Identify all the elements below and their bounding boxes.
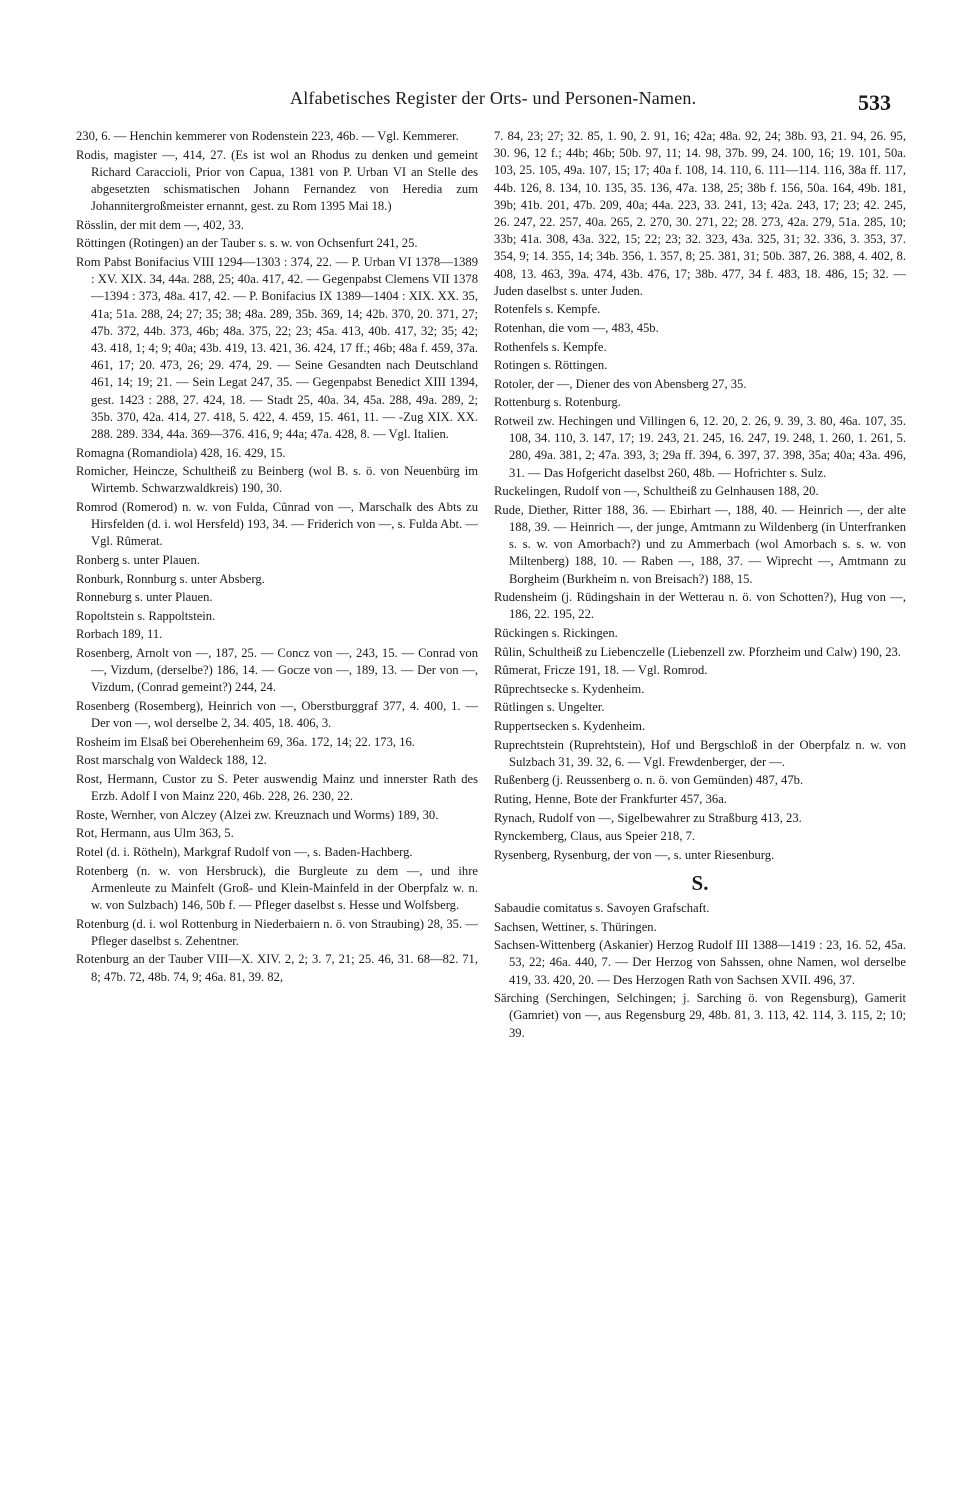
register-entry: Rûmerat, Fricze 191, 18. — Vgl. Romrod.	[494, 663, 708, 678]
register-entry: Rorbach 189, 11.	[76, 627, 163, 642]
register-entry: Rot, Hermann, aus Ulm 363, 5.	[76, 826, 234, 841]
register-entry: Rotweil zw. Hechingen und Villingen 6, 12. 20, 2. 26, 9. 39, 3. 80, 46a. 107, 35. 108, 34. 110, 3. 147, 17; 19. 243, 21. 245, 16. 247, 19. 248, 1. 260, 1. 261, 5. 280, 49a. 381, 2; 47a. 393, 3; 29a ff. 394, 6. 397, 37. 398, 35a; 40a; 43a. 496, 31. — Das Hofgericht daselbst 260, 48b. — Hofrichter s. Sulz.	[494, 413, 906, 480]
register-entry: 7. 84, 23; 27; 32. 85, 1. 90, 2. 91, 16; 42a; 48a. 92, 24; 38b. 93, 21. 94, 26. 95, 30. 96, 12 f.; 44b; 46b; 50b. 97, 11; 14. 98, 37b. 99, 24. 100, 16; 19. 101, 50a. 103, 25. 105, 49a. 107, 15; 17; 40a f. 108, 14. 110, 6. 111—114. 116, 38a ff. 117, 44b. 126, 8. 134, 10. 135, 35. 136, 47a. 138, 25; 38b f. 156, 50a. 164, 49b. 181, 39b; 41b. 201, 47b. 209, 40a; 44a. 223, 33. 241, 13; 42a. 243, 17; 23; 42. 245, 26. 247, 22. 257, 40a. 265, 2. 270, 30. 271, 22; 28. 273, 42a. 279, 51a. 285, 10; 33b; 41a. 308, 43a. 322, 15; 22; 23; 32. 323, 43a. 325, 31; 32. 336, 3. 353, 37. 354, 9; 14. 355, 14; 34b. 356, 1. 357, 8; 25. 381, 31; 50b. 387, 26. 388, 4. 402, 8. 408, 13. 463, 39a. 474, 43b. 476, 17; 38b. 477, 34 f. 483, 18. 486, 15; 32. — Juden daselbst s. unter Juden.	[494, 129, 906, 298]
page-header	[0, 82, 960, 122]
register-entry: Rußenberg (j. Reussenberg o. n. ö. von Gemünden) 487, 47b.	[494, 773, 804, 788]
register-entry: 230, 6. — Henchin kemmerer von Rodenstein 223, 46b. — Vgl. Kemmerer.	[76, 129, 459, 143]
register-entry: Rotoler, der —, Diener des von Abensberg 27, 35.	[494, 376, 747, 391]
register-entry: Ronberg s. unter Plauen.	[76, 553, 200, 567]
register-entry: Rysenberg, Rysenburg, der von —, s. unter Riesenburg.	[494, 847, 775, 862]
register-entry: Ruprechtstein (Ruprehtstein), Hof und Bergschloß in der Oberpfalz n. w. von Sulzbach 31, 39. 32, 6. — Vgl. Frewdenberger, der —.	[494, 737, 906, 769]
register-entry: Rotenburg an der Tauber VIII—X. XIV. 2, 2; 3. 7, 21; 25. 46, 31. 68—82. 71, 8; 47b. 72, 48b. 74, 9; 46a. 81, 39. 82,	[76, 952, 478, 984]
register-entry: Rosenberg (Rosemberg), Heinrich von —, Oberstburggraf 377, 4. 400, 1. — Der von —, wol derselbe 2, 34. 405, 18. 406, 3.	[76, 698, 478, 731]
register-entry: Sabaudie comitatus s. Savoyen Grafschaft.	[494, 900, 710, 915]
running-title: Alfabetisches Register der Orts- und Personen-Namen.	[290, 88, 697, 108]
register-entry: Ruckelingen, Rudolf von —, Schultheiß zu Gelnhausen 188, 20.	[494, 484, 819, 499]
register-entry: Ruppertsecken s. Kydenheim.	[494, 718, 646, 733]
register-entry: Rost, Hermann, Custor zu S. Peter auswendig Mainz und innerster Rath des Erzb. Adolf I von Mainz 220, 46b. 228, 26. 230, 22.	[76, 771, 478, 804]
register-entry: Rûlin, Schultheiß zu Liebenczelle (Liebenzell zw. Pforzheim und Calw) 190, 23.	[494, 644, 901, 659]
register-entry: Rotenfels s. Kempfe.	[494, 302, 601, 317]
register-entry: Rude, Diether, Ritter 188, 36. — Ebirhart —, 188, 40. — Heinrich —, der alte 188, 39. — Heinrich —, der junge, Amtmann zu Wildenberg (in Unterfranken s. s. w. von Amorbach?) und zu Ammerbach (wol Amorbach s. s. w. von Miltenberg) 188, 10. — Raben —, 188, 37. — Wiprecht —, Amtmann zu Borgheim (Burkheim n. von Breisach?) 188, 15.	[494, 502, 906, 586]
section-letter-s: S.	[691, 870, 709, 895]
register-entry: Rückingen s. Rickingen.	[494, 625, 618, 640]
register-entry: Ronburk, Ronnburg s. unter Absberg.	[76, 571, 265, 586]
left-column	[76, 128, 478, 987]
register-entry: Rûprechtsecke s. Kydenheim.	[494, 681, 645, 696]
register-entry: Sachsen, Wettiner, s. Thüringen.	[494, 919, 657, 934]
register-entry: Romicher, Heincze, Schultheiß zu Beinberg (wol B. s. ö. von Neuenbürg im Wirtemb. Schwarzwaldkreis) 190, 30.	[76, 464, 478, 496]
page-number: 533	[858, 90, 891, 115]
register-entry: Rotingen s. Röttingen.	[494, 358, 608, 373]
register-entry: Rothenfels s. Kempfe.	[494, 339, 607, 354]
register-entry: Rudensheim (j. Rüdingshain in der Wetterau n. ö. von Schotten?), Hug von —, 186, 22. 195, 22.	[494, 590, 906, 622]
register-entry: Rost marschalg von Waldeck 188, 12.	[76, 753, 267, 768]
register-entry: Rotenhan, die vom —, 483, 45b.	[494, 321, 659, 336]
register-entry: Romagna (Romandiola) 428, 16. 429, 15.	[76, 445, 286, 460]
register-entry: Rynach, Rudolf von —, Sigelbewahrer zu Straßburg 413, 23.	[494, 810, 802, 825]
register-entry: Rotenburg (d. i. wol Rottenburg in Niederbaiern n. ö. von Straubing) 28, 35. — Pfleger daselbst s. Zehentner.	[76, 916, 478, 948]
right-column	[494, 128, 906, 1043]
register-entry: Ronneburg s. unter Plauen.	[76, 590, 213, 605]
register-entry: Rösslin, der mit dem —, 402, 33.	[76, 217, 244, 232]
register-entry: Rosheim im Elsaß bei Oberehenheim 69, 36a. 172, 14; 22. 173, 16.	[76, 734, 415, 749]
register-entry: Romrod (Romerod) n. w. von Fulda, Cûnrad von —, Marschalk des Abts zu Hirsfelden (d. i. wol Hersfeld) 193, 34. — Friderich von —, s. Fulda Abt. — Vgl. Rûmerat.	[76, 500, 478, 549]
register-entry: Rosenberg, Arnolt von —, 187, 25. — Concz von —, 243, 15. — Conrad von —, Vizdum, (derselbe?) 186, 14. — Gocze von —, 189, 13. — Der von —, Vizdum, (Conrad gemeint?) 244, 24.	[76, 645, 478, 695]
register-entry: Rodis, magister —, 414, 27. (Es ist wol an Rhodus zu denken und gemeint Richard Caraccioli, Prior von Capua, 1381 von P. Urban VI an Stelle des abgesetzten schismatischen Johann Fernandez von Heredia zum Johannitergroßmeister ernannt, gest. zu Rom 1395 Mai 18.)	[76, 147, 478, 214]
register-entry: Rotel (d. i. Rötheln), Markgraf Rudolf von —, s. Baden-Hachberg.	[76, 844, 413, 859]
register-entry: Rottenburg s. Rotenburg.	[494, 395, 621, 410]
register-entry: Röttingen (Rotingen) an der Tauber s. s. w. von Ochsenfurt 241, 25.	[76, 236, 418, 251]
register-entry: Rom Pabst Bonifacius VIII 1294—1303 : 374, 22. — P. Urban VI 1378—1389 : XV. XIX. 34, 44a. 288, 25; 40a. 417, 42. — Gegenpabst Clemens VII 1378—1394 : 373, 48a. 417, 42. — P. Bonifacius IX 1389—1404 : XIX. XX. 35, 41a; 51a. 288, 24; 27; 35; 38; 48a. 289, 35b. 369, 14; 42b. 370, 20. 371, 27; 47b. 372, 44b. 373, 46b; 48a. 375, 22; 23; 45a. 413, 40b. 417, 32; 35; 42; 43. 418, 1; 4; 9; 40a; 43b. 419, 13. 421, 36. 424, 17 ff.; 46b; 48a f. 459, 37a. 461, 17; 20. 473, 26; 29. 474, 29. — Seine Gesandten nach Deutschland 461, 14; 19; 21. — Sein Legat 247, 35. — Gegenpabst Benedict XIII 1394, gest. 1423 : 288, 27. 424, 18. — Stadt 25, 40a. 34, 45a. 288, 49a. 289, 2; 35b. 370, 42a. 414, 27. 418, 5. 422, 4. 459, 15. 461, 11. — -Zug XIX. XX. 288. 289. 334, 44a. 369—376. 416, 9; 44a; 47a. 428, 8. — Vgl. Italien.	[76, 254, 478, 442]
register-entry: Roste, Wernher, von Alczey (Alzei zw. Kreuznach und Worms) 189, 30.	[76, 807, 439, 822]
register-entry: Särching (Serchingen, Selchingen; j. Sarching ö. von Regensburg), Gamerit (Gamriet) von —, aus Regensburg 29, 48b. 81, 3. 113, 42. 114, 3. 115, 2; 10; 39.	[494, 991, 906, 1040]
register-entry: Rynckemberg, Claus, aus Speier 218, 7.	[494, 829, 696, 844]
register-entry: Rütlingen s. Ungelter.	[494, 700, 605, 715]
register-entry: Sachsen-Wittenberg (Askanier) Herzog Rudolf III 1388—1419 : 23, 16. 52, 45a. 53, 22; 46a. 440, 7. — Der Herzog von Sahssen, ohne Namen, wol derselbe 419, 33. 420, 20. — Des Herzogen Rath von Sachsen XVII. 496, 37.	[494, 938, 906, 987]
register-entry: Ruting, Henne, Bote der Frankfurter 457, 36a.	[494, 791, 727, 806]
register-entry: Ropoltstein s. Rappoltstein.	[76, 608, 216, 623]
register-entry: Rotenberg (n. w. von Hersbruck), die Burgleute zu dem —, und ihre Armenleute zu Mainfelt (Groß- und Klein-Mainfeld in der Oberpfalz w. n. w. von Sulzbach) 146, 50b f. — Pfleger daselbst s. Hesse und Wolfsberg.	[76, 863, 478, 912]
